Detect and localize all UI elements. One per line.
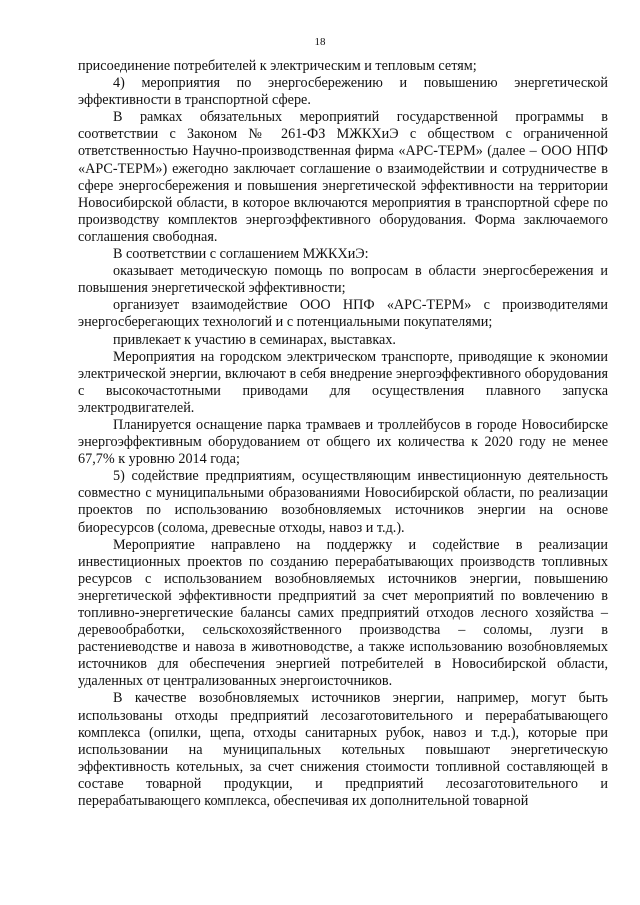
paragraph: 4) мероприятия по энергосбережению и повышению энергетической эффективности в транспортной сфере. (78, 75, 608, 109)
paragraph: 5) содействие предприятиям, осуществляющим инвестиционную деятельность совместно с муниципальными образованиями Новосибирской области, по реализации проектов по использованию возобновляемых источников энергии на основе биоресурсов (солома, древесные отходы, навоз и т.д.). (78, 468, 608, 536)
paragraph: Планируется оснащение парка трамваев и троллейбусов в городе Новосибирске энергоэффективным оборудованием от общего их количества к 2020 году не менее 67,7% к уровню 2014 года; (78, 416, 608, 468)
page-number: 18 (314, 36, 326, 48)
document-body (78, 58, 608, 810)
paragraph: В качестве возобновляемых источников энергии, например, могут быть использованы отходы предприятий лесозаготовительного и перерабатывающего комплекса (опилки, щепа, отходы санитарных рубок, навоз и т.д.), которые при использовании на муниципальных котельных повышают энергетическую эффективность котельных, за счет снижения стоимости топливной составляющей в составе товарной продукции, и предприятий лесозаготовительного и перерабатывающего комплекса, обеспечивая их дополнительной товарной (78, 690, 608, 810)
paragraph: Мероприятия на городском электрическом транспорте, приводящие к экономии электрической энергии, включают в себя внедрение энергоэффективного оборудования с высокочастотными приводами для осуществления плавного запуска электродвигателей. (78, 348, 608, 416)
paragraph: Мероприятие направлено на поддержку и содействие в реализации инвестиционных проектов по созданию перерабатывающих производств топливных ресурсов с использованием возобновляемых источников энергии, повышению энергетической эффективности предприятий за счет мероприятий по вовлечению в топливно-энергетические балансы самих предприятий отходов лесного хозяйства – деревообработки, сельскохозяйственного производства – соломы, лузги в растениеводстве и навоза в животноводстве, а также использованию возобновляемых источников для обеспечения энергией потребителей в Новосибирской области, удаленных от централизованных энергоисточников. (78, 536, 608, 690)
paragraph: В рамках обязательных мероприятий государственной программы в соответствии с Законом № 261-ФЗ МЖКХиЭ с обществом с ограниченной ответственностью Научно-производственная фирма «АРС-ТЕРМ» (далее – ООО НПФ «АРС-ТЕРМ») ежегодно заключает соглашение о взаимодействии и сотрудничестве в сфере энергосбережения и повышения энергетической эффективности на территории Новосибирской области, в которое включаются мероприятия в транспортной сфере по производству комплектов энергоэффективного оборудования. Форма заключаемого соглашения свободная. (78, 109, 608, 245)
paragraph: оказывает методическую помощь по вопросам в области энергосбережения и повышения энергетической эффективности; (78, 263, 608, 297)
paragraph: привлекает к участию в семинарах, выставках. (113, 331, 396, 348)
paragraph: организует взаимодействие ООО НПФ «АРС-ТЕРМ» с производителями энергосберегающих технологий и с потенциальными покупателями; (78, 297, 608, 331)
paragraph: В соответствии с соглашением МЖКХиЭ: (113, 246, 369, 263)
paragraph: присоединение потребителей к электрическим и тепловым сетям; (78, 58, 477, 74)
